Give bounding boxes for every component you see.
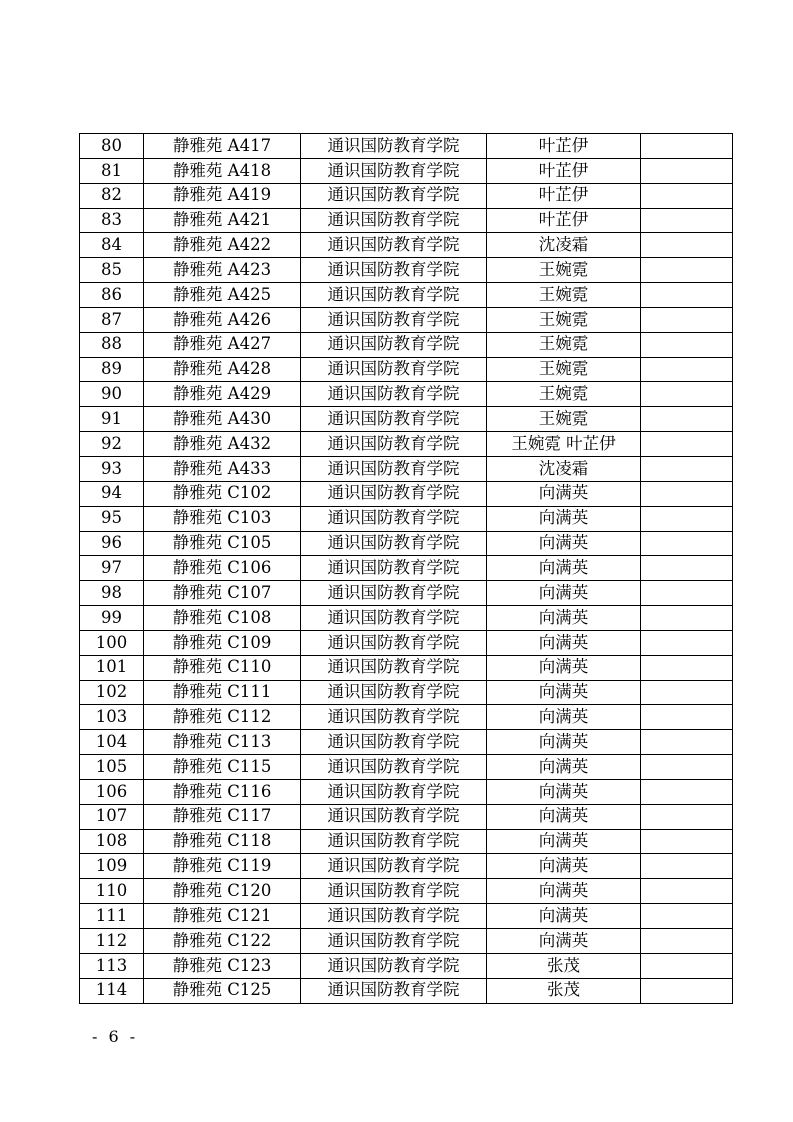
- room-cell: 静雅苑 C102: [144, 481, 301, 506]
- college-cell: 通识国防教育学院: [301, 953, 487, 978]
- person-cell: 王婉霓: [487, 357, 641, 382]
- room-cell: 静雅苑 A427: [144, 332, 301, 357]
- person-cell: 向满英: [487, 581, 641, 606]
- row-number-cell: 113: [80, 953, 144, 978]
- person-cell: 王婉霓 叶芷伊: [487, 432, 641, 457]
- college-cell: 通识国防教育学院: [301, 506, 487, 531]
- room-cell: 静雅苑 A433: [144, 456, 301, 481]
- college-cell: 通识国防教育学院: [301, 307, 487, 332]
- person-cell: 向满英: [487, 506, 641, 531]
- note-cell: [641, 183, 733, 208]
- note-cell: [641, 854, 733, 879]
- row-number-cell: 94: [80, 481, 144, 506]
- table-row: [80, 904, 733, 929]
- college-cell: 通识国防教育学院: [301, 655, 487, 680]
- row-number-cell: 106: [80, 779, 144, 804]
- room-cell: 静雅苑 C120: [144, 879, 301, 904]
- note-cell: [641, 630, 733, 655]
- table-row: [80, 456, 733, 481]
- table-row: [80, 258, 733, 283]
- person-cell: 向满英: [487, 730, 641, 755]
- college-cell: 通识国防教育学院: [301, 630, 487, 655]
- note-cell: [641, 581, 733, 606]
- college-cell: 通识国防教育学院: [301, 680, 487, 705]
- college-cell: 通识国防教育学院: [301, 978, 487, 1003]
- person-cell: 张茂: [487, 978, 641, 1003]
- room-cell: 静雅苑 A430: [144, 407, 301, 432]
- row-number-cell: 105: [80, 755, 144, 780]
- note-cell: [641, 258, 733, 283]
- table-row: [80, 382, 733, 407]
- row-number-cell: 99: [80, 606, 144, 631]
- college-cell: 通识国防教育学院: [301, 879, 487, 904]
- room-cell: 静雅苑 C108: [144, 606, 301, 631]
- note-cell: [641, 755, 733, 780]
- room-cell: 静雅苑 A425: [144, 283, 301, 308]
- college-cell: 通识国防教育学院: [301, 258, 487, 283]
- table-row: [80, 481, 733, 506]
- row-number-cell: 84: [80, 233, 144, 258]
- note-cell: [641, 978, 733, 1003]
- person-cell: 王婉霓: [487, 332, 641, 357]
- table-row: [80, 581, 733, 606]
- room-cell: 静雅苑 C118: [144, 829, 301, 854]
- row-number-cell: 89: [80, 357, 144, 382]
- person-cell: 向满英: [487, 556, 641, 581]
- row-number-cell: 88: [80, 332, 144, 357]
- table-row: [80, 407, 733, 432]
- college-cell: 通识国防教育学院: [301, 134, 487, 159]
- college-cell: 通识国防教育学院: [301, 233, 487, 258]
- note-cell: [641, 556, 733, 581]
- row-number-cell: 82: [80, 183, 144, 208]
- note-cell: [641, 531, 733, 556]
- note-cell: [641, 332, 733, 357]
- room-cell: 静雅苑 C116: [144, 779, 301, 804]
- note-cell: [641, 233, 733, 258]
- table-body: [80, 134, 733, 1004]
- note-cell: [641, 481, 733, 506]
- note-cell: [641, 779, 733, 804]
- room-cell: 静雅苑 A418: [144, 158, 301, 183]
- person-cell: 叶芷伊: [487, 158, 641, 183]
- college-cell: 通识国防教育学院: [301, 456, 487, 481]
- person-cell: 向满英: [487, 680, 641, 705]
- row-number-cell: 108: [80, 829, 144, 854]
- row-number-cell: 103: [80, 705, 144, 730]
- table-row: [80, 829, 733, 854]
- table-row: [80, 854, 733, 879]
- row-number-cell: 104: [80, 730, 144, 755]
- table-row: [80, 953, 733, 978]
- note-cell: [641, 953, 733, 978]
- note-cell: [641, 730, 733, 755]
- college-cell: 通识国防教育学院: [301, 904, 487, 929]
- person-cell: 向满英: [487, 630, 641, 655]
- college-cell: 通识国防教育学院: [301, 183, 487, 208]
- person-cell: 王婉霓: [487, 307, 641, 332]
- person-cell: 王婉霓: [487, 283, 641, 308]
- row-number-cell: 110: [80, 879, 144, 904]
- table-row: [80, 208, 733, 233]
- college-cell: 通识国防教育学院: [301, 432, 487, 457]
- table-row: [80, 705, 733, 730]
- note-cell: [641, 829, 733, 854]
- table-row: [80, 233, 733, 258]
- row-number-cell: 98: [80, 581, 144, 606]
- person-cell: 向满英: [487, 779, 641, 804]
- college-cell: 通识国防教育学院: [301, 531, 487, 556]
- person-cell: 向满英: [487, 879, 641, 904]
- person-cell: 向满英: [487, 705, 641, 730]
- row-number-cell: 101: [80, 655, 144, 680]
- table-row: [80, 158, 733, 183]
- table-row: [80, 183, 733, 208]
- room-cell: 静雅苑 C119: [144, 854, 301, 879]
- note-cell: [641, 407, 733, 432]
- note-cell: [641, 158, 733, 183]
- table-row: [80, 730, 733, 755]
- note-cell: [641, 655, 733, 680]
- person-cell: 向满英: [487, 854, 641, 879]
- college-cell: 通识国防教育学院: [301, 804, 487, 829]
- row-number-cell: 93: [80, 456, 144, 481]
- row-number-cell: 107: [80, 804, 144, 829]
- table-row: [80, 556, 733, 581]
- note-cell: [641, 879, 733, 904]
- college-cell: 通识国防教育学院: [301, 332, 487, 357]
- person-cell: 向满英: [487, 755, 641, 780]
- row-number-cell: 87: [80, 307, 144, 332]
- table-row: [80, 283, 733, 308]
- college-cell: 通识国防教育学院: [301, 730, 487, 755]
- note-cell: [641, 382, 733, 407]
- note-cell: [641, 506, 733, 531]
- college-cell: 通识国防教育学院: [301, 556, 487, 581]
- college-cell: 通识国防教育学院: [301, 929, 487, 954]
- table-row: [80, 929, 733, 954]
- room-cell: 静雅苑 C106: [144, 556, 301, 581]
- person-cell: 向满英: [487, 804, 641, 829]
- college-cell: 通识国防教育学院: [301, 357, 487, 382]
- page-number: - 6 -: [92, 1027, 139, 1046]
- note-cell: [641, 307, 733, 332]
- person-cell: 向满英: [487, 829, 641, 854]
- table-row: [80, 606, 733, 631]
- room-cell: 静雅苑 C123: [144, 953, 301, 978]
- note-cell: [641, 432, 733, 457]
- row-number-cell: 97: [80, 556, 144, 581]
- row-number-cell: 81: [80, 158, 144, 183]
- row-number-cell: 100: [80, 630, 144, 655]
- table-row: [80, 755, 733, 780]
- row-number-cell: 86: [80, 283, 144, 308]
- college-cell: 通识国防教育学院: [301, 407, 487, 432]
- note-cell: [641, 804, 733, 829]
- college-cell: 通识国防教育学院: [301, 158, 487, 183]
- room-cell: 静雅苑 C122: [144, 929, 301, 954]
- room-cell: 静雅苑 A422: [144, 233, 301, 258]
- person-cell: 向满英: [487, 929, 641, 954]
- person-cell: 向满英: [487, 655, 641, 680]
- table-row: [80, 531, 733, 556]
- person-cell: 叶芷伊: [487, 134, 641, 159]
- table-row: [80, 357, 733, 382]
- room-cell: 静雅苑 A423: [144, 258, 301, 283]
- note-cell: [641, 680, 733, 705]
- person-cell: 向满英: [487, 606, 641, 631]
- person-cell: 沈凌霜: [487, 233, 641, 258]
- row-number-cell: 95: [80, 506, 144, 531]
- note-cell: [641, 456, 733, 481]
- note-cell: [641, 134, 733, 159]
- room-cell: 静雅苑 C125: [144, 978, 301, 1003]
- note-cell: [641, 208, 733, 233]
- row-number-cell: 85: [80, 258, 144, 283]
- room-cell: 静雅苑 C121: [144, 904, 301, 929]
- table-row: [80, 432, 733, 457]
- room-cell: 静雅苑 C113: [144, 730, 301, 755]
- row-number-cell: 112: [80, 929, 144, 954]
- room-cell: 静雅苑 A429: [144, 382, 301, 407]
- room-cell: 静雅苑 A421: [144, 208, 301, 233]
- college-cell: 通识国防教育学院: [301, 829, 487, 854]
- room-cell: 静雅苑 C112: [144, 705, 301, 730]
- room-cell: 静雅苑 A432: [144, 432, 301, 457]
- table-row: [80, 332, 733, 357]
- room-cell: 静雅苑 C105: [144, 531, 301, 556]
- college-cell: 通识国防教育学院: [301, 606, 487, 631]
- person-cell: 王婉霓: [487, 407, 641, 432]
- college-cell: 通识国防教育学院: [301, 382, 487, 407]
- room-cell: 静雅苑 C115: [144, 755, 301, 780]
- row-number-cell: 109: [80, 854, 144, 879]
- table-row: [80, 680, 733, 705]
- room-cell: 静雅苑 C111: [144, 680, 301, 705]
- table-row: [80, 804, 733, 829]
- college-cell: 通识国防教育学院: [301, 705, 487, 730]
- college-cell: 通识国防教育学院: [301, 755, 487, 780]
- note-cell: [641, 357, 733, 382]
- room-cell: 静雅苑 C109: [144, 630, 301, 655]
- person-cell: 叶芷伊: [487, 183, 641, 208]
- person-cell: 向满英: [487, 531, 641, 556]
- table-row: [80, 779, 733, 804]
- row-number-cell: 114: [80, 978, 144, 1003]
- college-cell: 通识国防教育学院: [301, 283, 487, 308]
- college-cell: 通识国防教育学院: [301, 581, 487, 606]
- row-number-cell: 91: [80, 407, 144, 432]
- row-number-cell: 96: [80, 531, 144, 556]
- person-cell: 向满英: [487, 481, 641, 506]
- person-cell: 沈凌霜: [487, 456, 641, 481]
- table-row: [80, 506, 733, 531]
- note-cell: [641, 904, 733, 929]
- room-cell: 静雅苑 C110: [144, 655, 301, 680]
- person-cell: 王婉霓: [487, 382, 641, 407]
- room-cell: 静雅苑 A426: [144, 307, 301, 332]
- note-cell: [641, 606, 733, 631]
- table-row: [80, 630, 733, 655]
- table-row: [80, 879, 733, 904]
- table-row: [80, 134, 733, 159]
- person-cell: 王婉霓: [487, 258, 641, 283]
- table-row: [80, 978, 733, 1003]
- note-cell: [641, 705, 733, 730]
- person-cell: 张茂: [487, 953, 641, 978]
- person-cell: 向满英: [487, 904, 641, 929]
- room-cell: 静雅苑 C103: [144, 506, 301, 531]
- row-number-cell: 80: [80, 134, 144, 159]
- room-cell: 静雅苑 A419: [144, 183, 301, 208]
- dormitory-assignment-table: [79, 133, 733, 1004]
- college-cell: 通识国防教育学院: [301, 208, 487, 233]
- row-number-cell: 92: [80, 432, 144, 457]
- table-row: [80, 307, 733, 332]
- room-cell: 静雅苑 A417: [144, 134, 301, 159]
- row-number-cell: 111: [80, 904, 144, 929]
- room-cell: 静雅苑 C117: [144, 804, 301, 829]
- college-cell: 通识国防教育学院: [301, 854, 487, 879]
- note-cell: [641, 283, 733, 308]
- room-cell: 静雅苑 A428: [144, 357, 301, 382]
- room-cell: 静雅苑 C107: [144, 581, 301, 606]
- person-cell: 叶芷伊: [487, 208, 641, 233]
- college-cell: 通识国防教育学院: [301, 481, 487, 506]
- row-number-cell: 90: [80, 382, 144, 407]
- row-number-cell: 102: [80, 680, 144, 705]
- table-row: [80, 655, 733, 680]
- row-number-cell: 83: [80, 208, 144, 233]
- note-cell: [641, 929, 733, 954]
- college-cell: 通识国防教育学院: [301, 779, 487, 804]
